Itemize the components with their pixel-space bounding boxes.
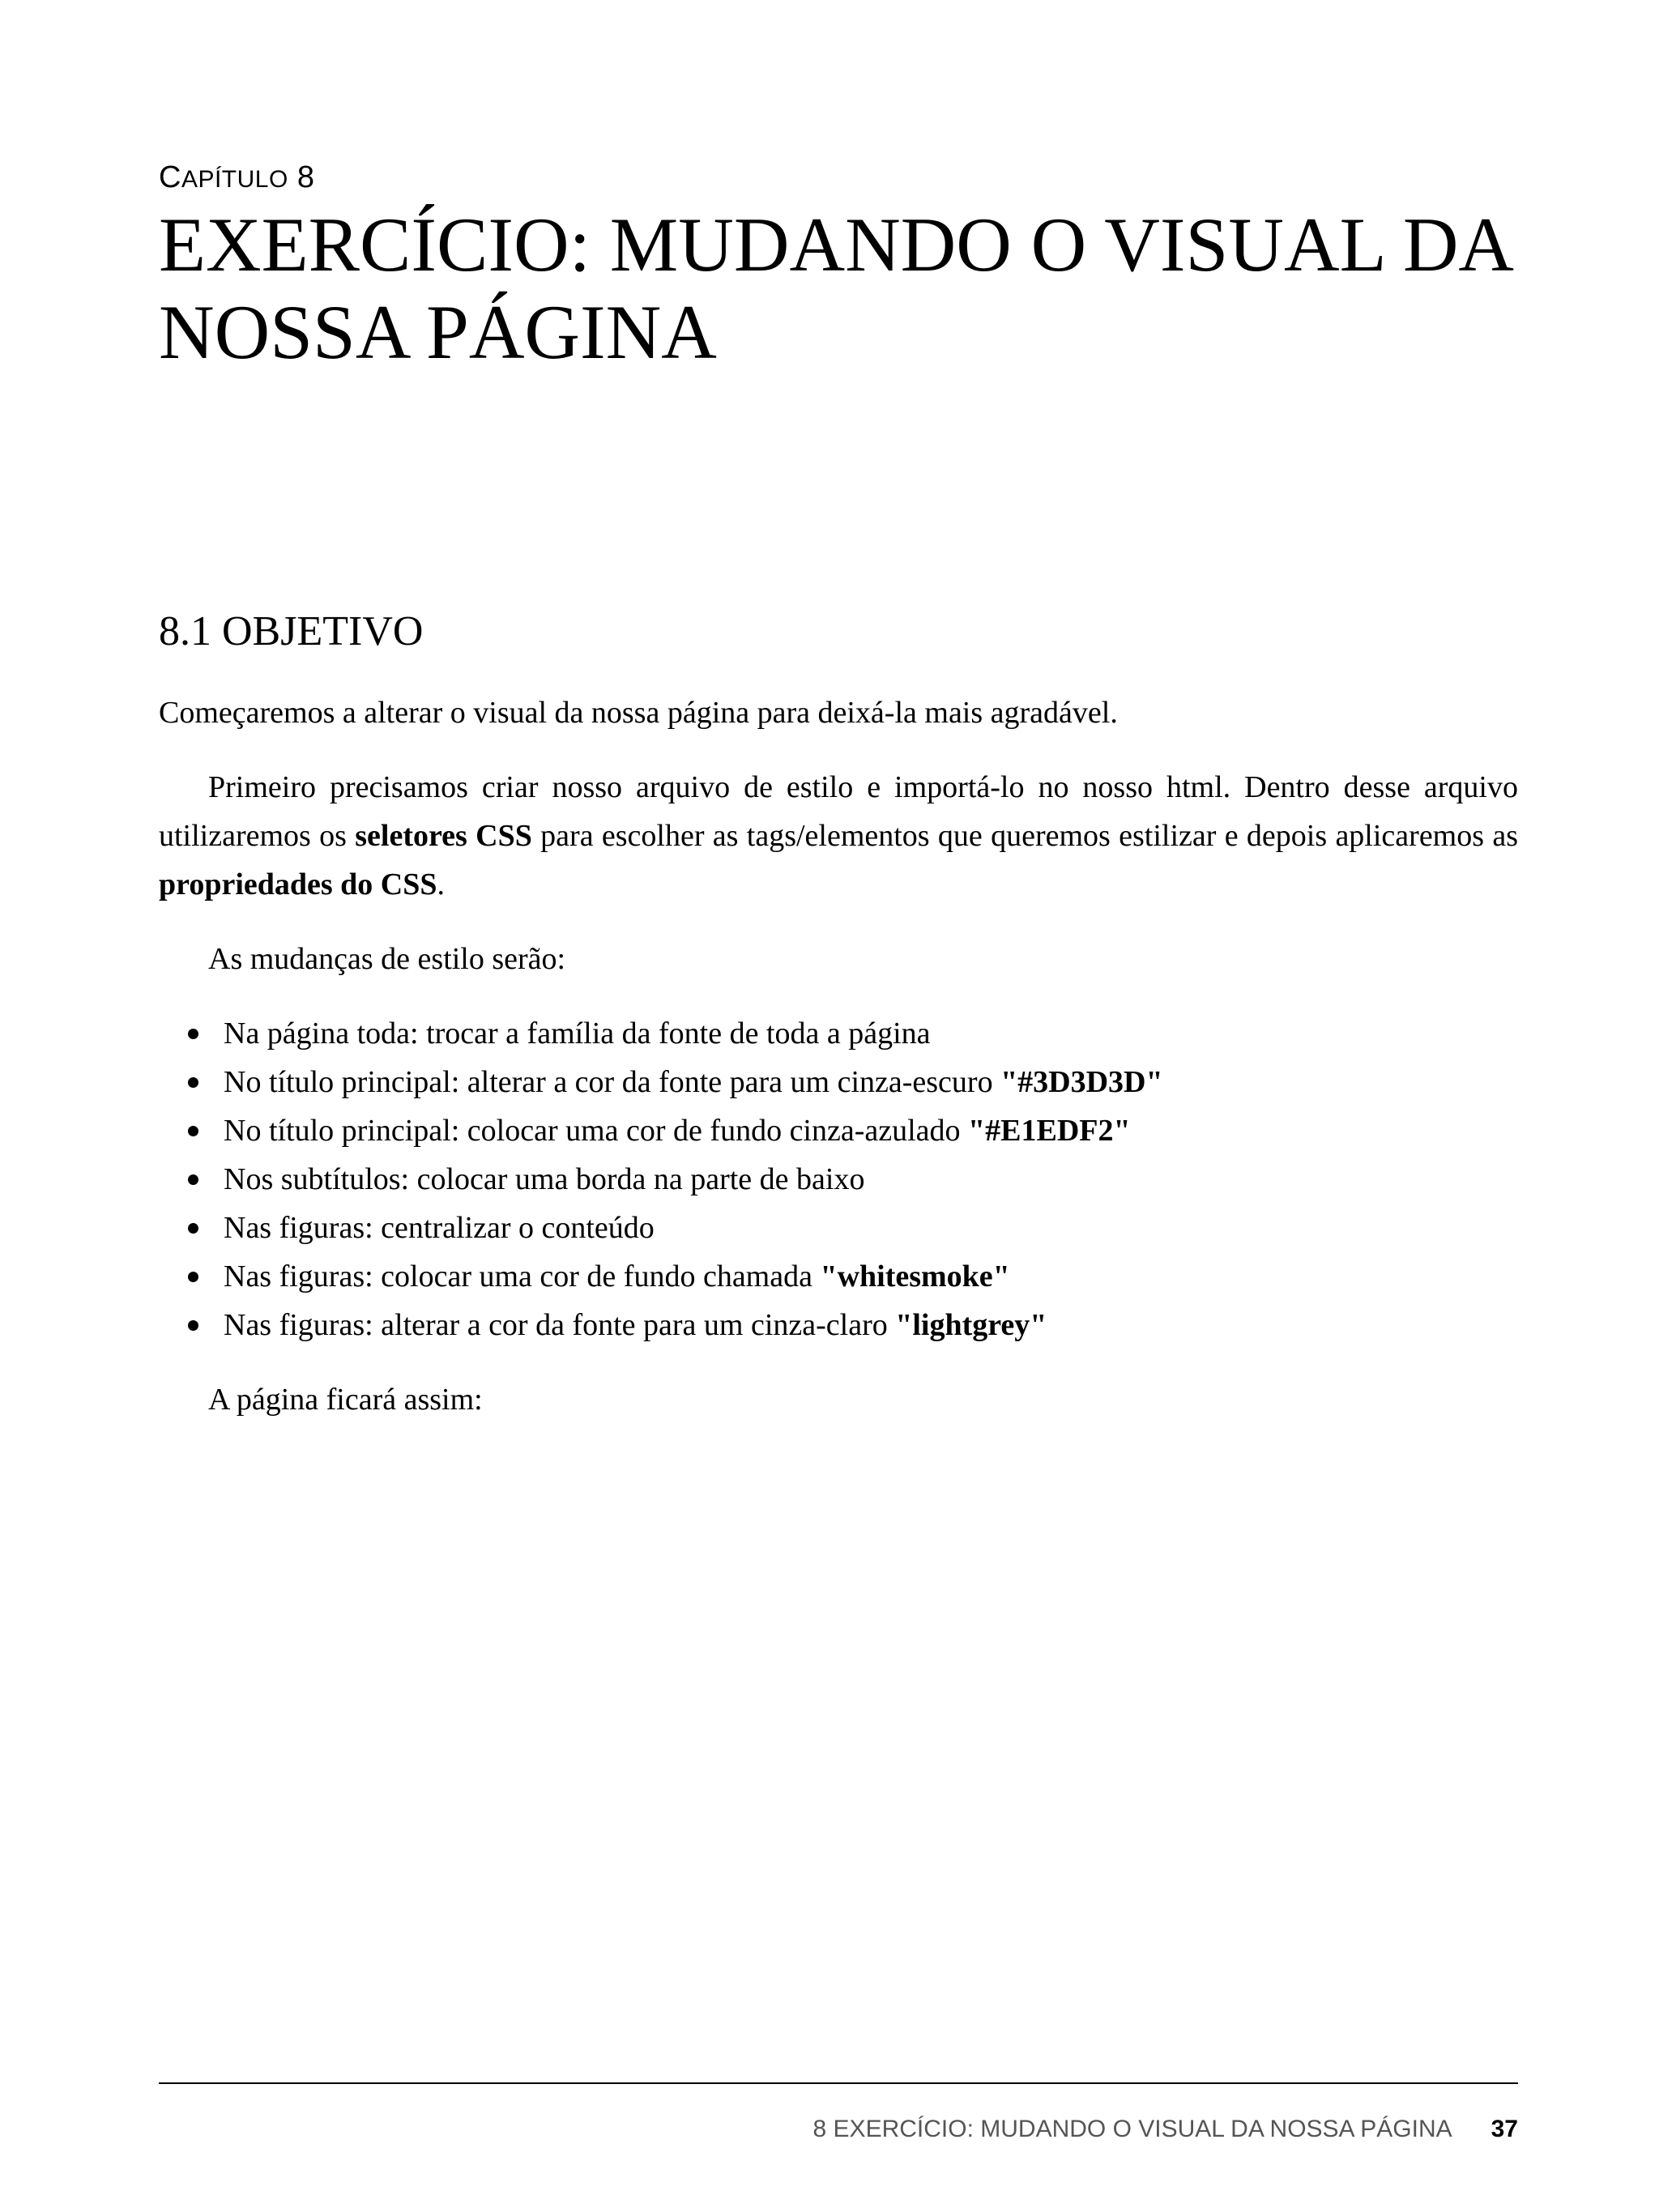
list-item-bold: "whitesmoke" xyxy=(820,1259,1010,1294)
list-item xyxy=(159,1301,1518,1349)
intro-paragraph: Começaremos a alterar o visual da nossa página para deixá-la mais agradável. xyxy=(159,696,1118,730)
section-content xyxy=(159,688,1518,1450)
bullet-icon xyxy=(188,1272,198,1282)
bullet-icon xyxy=(188,1029,198,1039)
chapter-label-initial: C xyxy=(159,160,181,194)
footer-divider xyxy=(159,2082,1518,2084)
bullet-icon xyxy=(188,1077,198,1088)
list-item xyxy=(159,1155,1518,1204)
running-title: 8 EXERCÍCIO: MUDANDO O VISUAL DA NOSSA PÁGINA xyxy=(812,2116,1452,2142)
list-item-bold: "#3D3D3D" xyxy=(1000,1065,1163,1099)
list-item xyxy=(159,1009,1518,1058)
chapter-label-rest: APÍTULO xyxy=(181,166,288,193)
chapter-label xyxy=(159,160,315,195)
list-item-text: Nos subtítulos: colocar uma borda na parte de baixo xyxy=(224,1162,865,1196)
bullet-icon xyxy=(188,1223,198,1234)
list-item-text: Nas figuras: alterar a cor da fonte para um cinza-claro xyxy=(224,1308,896,1342)
bullet-icon xyxy=(188,1126,198,1136)
bold-term-selectors: seletores CSS xyxy=(355,819,532,853)
list-item xyxy=(159,1252,1518,1301)
section-title: 8.1 OBJETIVO xyxy=(159,608,424,654)
list-item-text: Nas figuras: centralizar o conteúdo xyxy=(224,1211,655,1245)
list-item xyxy=(159,1106,1518,1155)
list-item-bold: "#E1EDF2" xyxy=(968,1114,1131,1148)
document-page xyxy=(159,0,1518,2212)
bullet-icon xyxy=(188,1174,198,1185)
chapter-number: 8 xyxy=(296,160,315,194)
page-footer xyxy=(813,2116,1518,2143)
style-changes-list xyxy=(159,1009,1518,1349)
list-item-text: No título principal: alterar a cor da fonte para um cinza-escuro xyxy=(224,1065,1001,1099)
bullet-icon xyxy=(188,1320,198,1331)
chapter-title: EXERCÍCIO: MUDANDO O VISUAL DA NOSSA PÁGINA xyxy=(159,202,1510,375)
bold-term-properties: propriedades do CSS xyxy=(159,867,437,901)
list-item-bold: "lightgrey" xyxy=(895,1308,1047,1342)
result-intro-paragraph: A página ficará assim: xyxy=(208,1383,483,1417)
list-item-text: No título principal: colocar uma cor de fundo cinza-azulado xyxy=(224,1114,969,1148)
list-item-text: Nas figuras: colocar uma cor de fundo chamada xyxy=(224,1259,821,1294)
list-item xyxy=(159,1204,1518,1252)
paragraph-css-file xyxy=(159,763,1518,909)
paragraph-text: para escolher as tags/elementos que queremos estilizar e depois aplicaremos as xyxy=(531,819,1518,853)
changes-intro-paragraph: As mudanças de estilo serão: xyxy=(208,942,566,976)
paragraph-text: . xyxy=(437,867,446,901)
paragraph-text: Primeiro precisamos criar nosso arquivo de estilo e importá-lo no nosso html. Dentro desse arquivo utilizaremos os xyxy=(159,770,1518,853)
page-number: 37 xyxy=(1491,2116,1518,2142)
list-item xyxy=(159,1058,1518,1106)
list-item-text: Na página toda: trocar a família da fonte de toda a página xyxy=(224,1016,931,1051)
